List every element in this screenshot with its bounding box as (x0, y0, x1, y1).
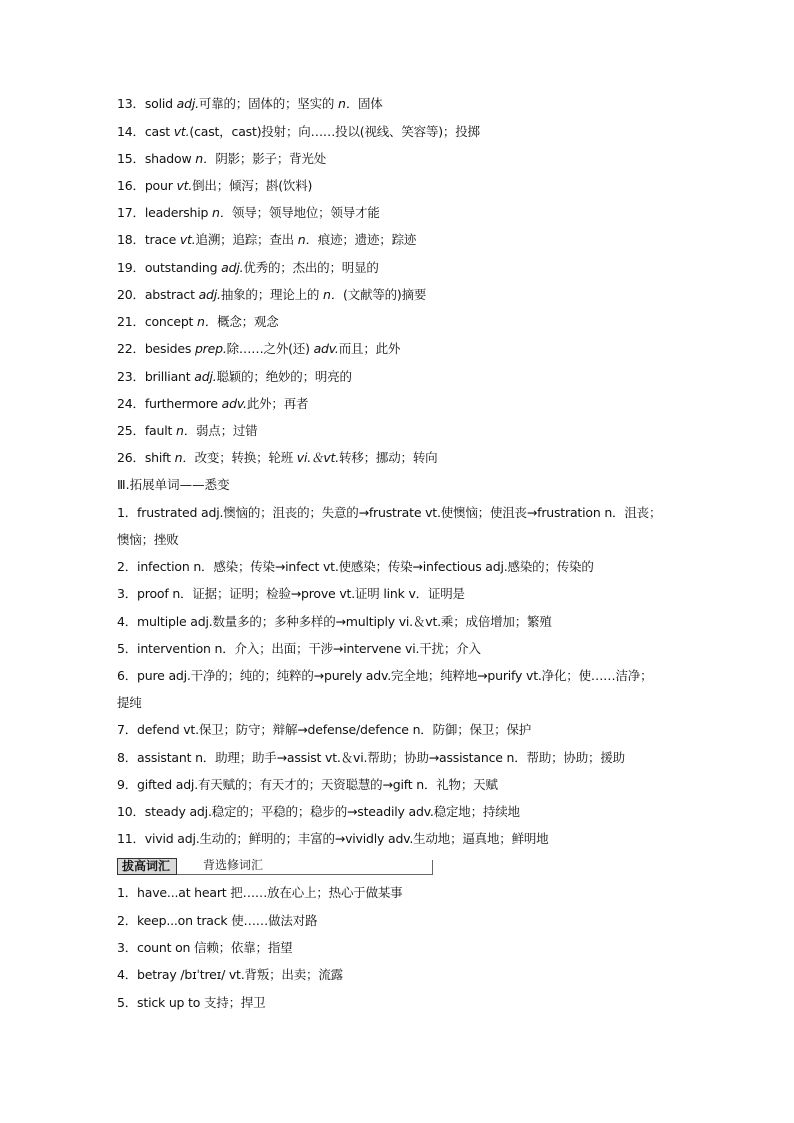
vocab-entry-continued: 懊恼；挫败 (117, 532, 179, 547)
vocab-entry: 23．brilliant adj.聪颖的；绝妙的；明亮的 (117, 369, 352, 384)
vocab-entry: 11．vivid adj.生动的；鲜明的；丰富的→vividly adv.生动地；逼真地；鲜明地 (117, 831, 549, 846)
phrase-entry: 4．betray /bɪˈtreɪ/ vt.背叛；出卖；流露 (117, 967, 343, 982)
vocab-entry: 5．intervention n．介入；出面；干涉→intervene vi.干扰；介入 (117, 641, 481, 656)
vocab-entry: 13．solid adj.可靠的；固体的；坚实的 n．固体 (117, 96, 383, 111)
vocab-entry: 25．fault n．弱点；过错 (117, 423, 258, 438)
vocab-entry: 21．concept n．概念；观念 (117, 314, 279, 329)
vocab-entry: 20．abstract adj.抽象的；理论上的 n．(文献等的)摘要 (117, 287, 427, 302)
vocab-entry: 1．frustrated adj.懊恼的；沮丧的；失意的→frustrate vt.使懊恼；使沮丧→frustration n．沮丧； (117, 505, 662, 520)
vocab-entry: 10．steady adj.稳定的；平稳的；稳步的→steadily adv.稳定地；持续地 (117, 804, 520, 819)
vocab-entry: 9．gifted adj.有天赋的；有天才的；天资聪慧的→gift n．礼物；天赋 (117, 777, 498, 792)
vocab-entry: 26．shift n．改变；转换；轮班 vi.＆vt.转移；挪动；转向 (117, 450, 438, 465)
vocab-entry: 3．proof n．证据；证明；检验→prove vt.证明 link v．证明是 (117, 586, 465, 601)
phrase-entry: 5．stick up to 支持；捍卫 (117, 995, 266, 1010)
phrase-entry: 1．have...at heart 把……放在心上；热心于做某事 (117, 885, 403, 900)
vocab-entry: 6．pure adj.干净的；纯的；纯粹的→purely adv.完全地；纯粹地→purify vt.净化；使……洁净； (117, 668, 653, 683)
vocab-entry: 17．leadership n．领导；领导地位；领导才能 (117, 205, 380, 220)
vocab-entry: 2．infection n．感染；传染→infect vt.使感染；传染→infectious adj.感染的；传染的 (117, 559, 594, 574)
vocab-entry: 18．trace vt.追溯；追踪；查出 n．痕迹；遗迹；踪迹 (117, 232, 417, 247)
vocab-entry: 8．assistant n．助理；助手→assist vt.＆vi.帮助；协助→assistance n．帮助；协助；援助 (117, 750, 625, 765)
vocab-entry: 24．furthermore adv.此外；再者 (117, 396, 309, 411)
vocab-entry-continued: 提纯 (117, 695, 142, 710)
banner-divider (432, 860, 433, 874)
vocab-entry: 14．cast vt.(cast，cast)投射；向……投以(视线、笑容等)；投掷 (117, 124, 480, 139)
vocab-entry: 19．outstanding adj.优秀的；杰出的；明显的 (117, 260, 379, 275)
vocab-entry: 7．defend vt.保卫；防守；辩解→defense/defence n．防御；保卫；保护 (117, 722, 531, 737)
vocab-entry: 22．besides prep.除……之外(还) adv.而且；此外 (117, 341, 401, 356)
vocab-entry: 4．multiple adj.数量多的；多种多样的→multiply vi.＆vt.乘；成倍增加；繁殖 (117, 614, 552, 629)
banner-subtitle: 背选修词汇 (203, 858, 264, 872)
phrase-entry: 3．count on 信赖；依靠；指望 (117, 940, 293, 955)
phrase-entry: 2．keep...on track 使……做法对路 (117, 913, 318, 928)
section-banner (117, 858, 433, 875)
vocab-entry: 15．shadow n．阴影；影子；背光处 (117, 151, 327, 166)
vocab-entry: 16．pour vt.倒出；倾泻；斟(饮料) (117, 178, 313, 193)
section-heading: Ⅲ.拓展单词——悉变 (117, 477, 230, 492)
banner-tab: 拔高词汇 (117, 858, 177, 875)
